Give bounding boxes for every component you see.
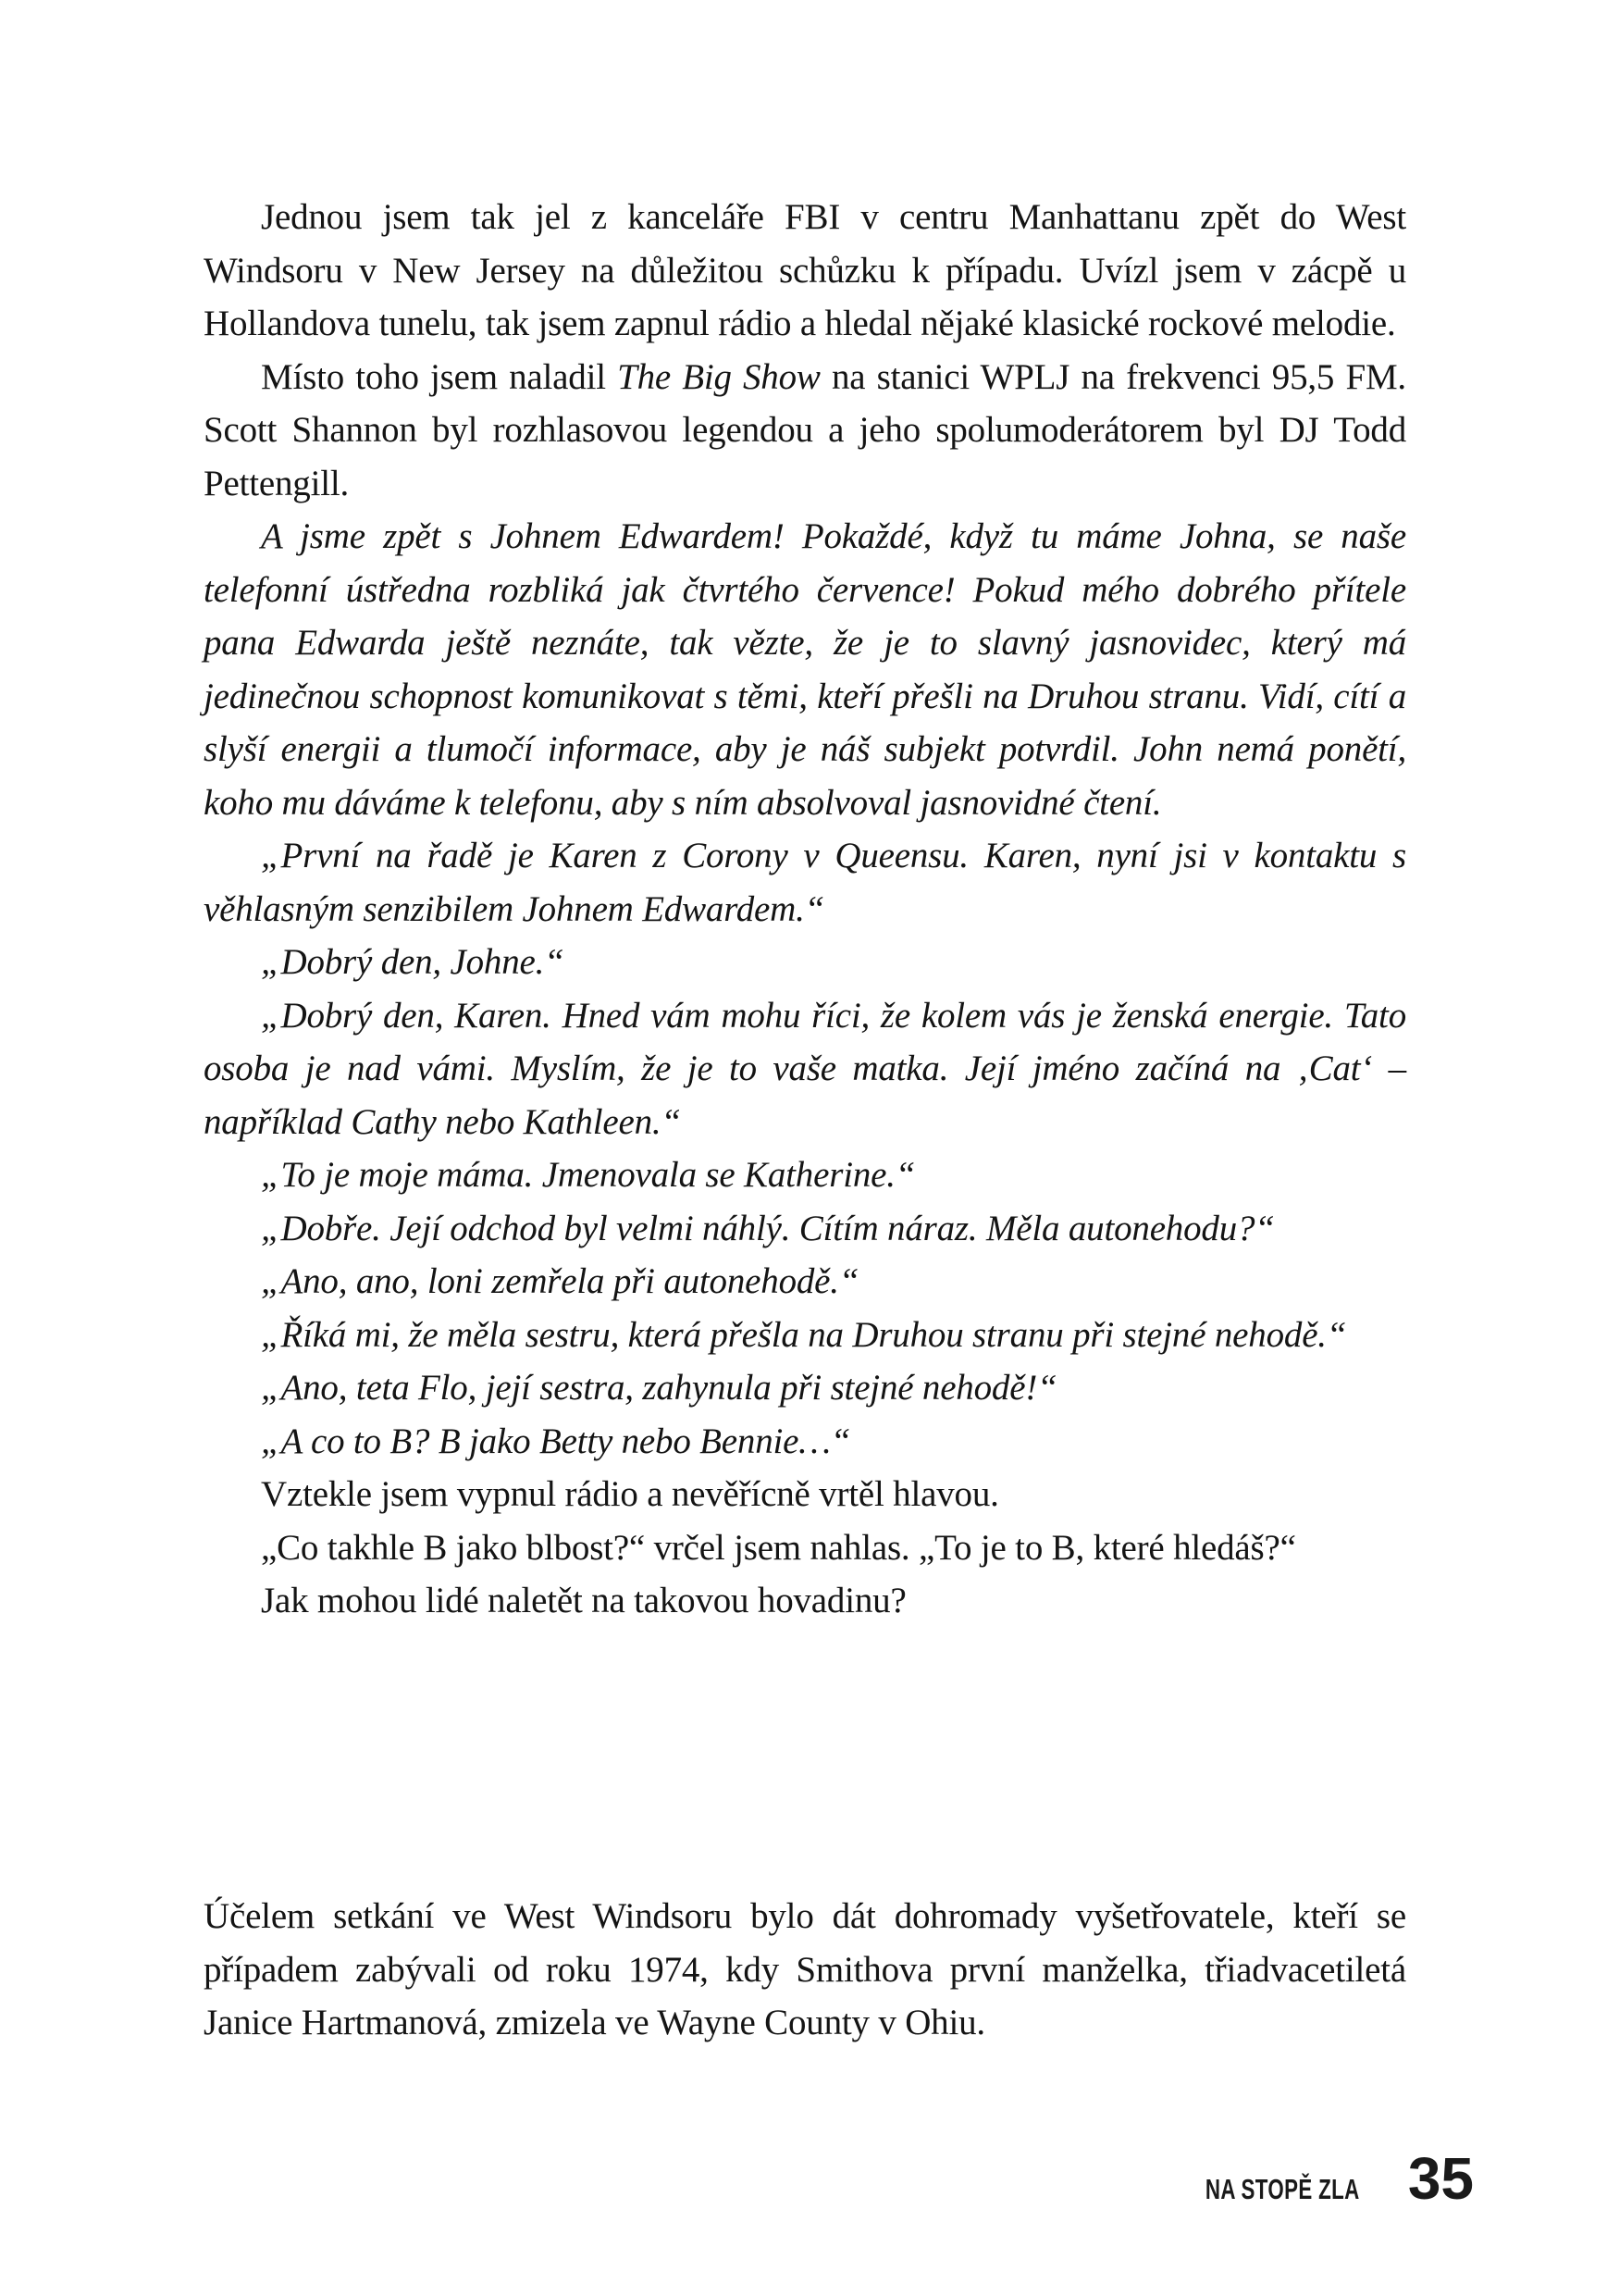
dialogue-paragraph-09: „A co to B? B jako Betty nebo Bennie…“: [261, 1421, 851, 1461]
footer-running-title: NA STOPĚ ZLA: [1205, 2173, 1360, 2205]
dialogue-paragraph-06: „Ano, ano, loni zemřela při autonehodě.“: [261, 1261, 859, 1301]
running-footer: [1145, 2145, 1474, 2212]
body-paragraph-05: Jak mohou lidé naletět na takovou hovadinu?: [261, 1581, 907, 1620]
radio-monologue-paragraph: A jsme zpět s Johnem Edwardem! Pokaždé, když tu máme Johna, se naše telefonní ústředna rozbliká jak čtvrtého července! Pokud mého dobrého přítele pana Edwarda ještě neznáte, tak vězte, že je to slavný jasnovidec, který má jedinečnou schopnost komunikovat s těmi, kteří přešli na Druhou stranu. Vidí, cítí a slyší energii a tlumočí informace, aby je náš subjekt potvrdil. John nemá ponětí, koho mu dáváme k telefonu, aby s ním absolvoval jasnovidné čtení.: [204, 516, 1406, 823]
closing-section: [204, 1890, 1406, 2050]
dialogue-paragraph-01: „První na řadě je Karen z Corony v Queensu. Karen, nyní jsi v kontaktu s věhlasným senzibilem Johnem Edwardem.“: [204, 836, 1406, 929]
dialogue-paragraph-03: „Dobrý den, Karen. Hned vám mohu říci, že kolem vás je ženská energie. Tato osoba je nad vámi. Myslím, že je to vaše matka. Její jméno začíná na ‚Cat‘ – například Cathy nebo Kathleen.“: [204, 995, 1406, 1142]
dialogue-paragraph-04: „To je moje máma. Jmenovala se Katherine.“: [261, 1155, 916, 1195]
body-paragraph-01: Jednou jsem tak jel z kanceláře FBI v centru Manhattanu zpět do West Windsoru v New Jersey na důležitou schůzku k případu. Uvízl jsem v zácpě u Hollandova tunelu, tak jsem zapnul rádio a hledal nějaké klasické rockové melodie.: [204, 197, 1406, 343]
paragraph-02-post: na stanici WPLJ na frekvenci 95,5 FM. Scott Shannon byl rozhlasovou legendou a jeho spolumoderátorem byl DJ Todd Pettengill.: [204, 356, 1406, 503]
body-paragraph-04: „Co takhle B jako blbost?“ vrčel jsem nahlas. „To je to B, které hledáš?“: [261, 1527, 1296, 1568]
body-paragraph-02: [204, 351, 1406, 511]
body-paragraph-06: Účelem setkání ve West Windsoru bylo dát dohromady vyšetřovatele, kteří se případem zabývali od roku 1974, kdy Smithova první manželka, třiadvacetiletá Janice Hartmanová, zmizela ve Wayne County v Ohiu.: [204, 1896, 1406, 2042]
body-paragraph-03: Vztekle jsem vypnul rádio a nevěřícně vrtěl hlavou.: [261, 1474, 999, 1514]
footer-page-number: 35: [1407, 2145, 1474, 2212]
dialogue-paragraph-05: „Dobře. Její odchod byl velmi náhlý. Cítím náraz. Měla autonehodu?“: [261, 1208, 1275, 1248]
page-text: [204, 191, 1406, 1628]
dialogue-paragraph-07: „Říká mi, že měla sestru, která přešla na Druhou stranu při stejné nehodě.“: [261, 1314, 1347, 1355]
paragraph-02-pre: Místo toho jsem naladil: [261, 356, 618, 397]
dialogue-paragraph-02: „Dobrý den, Johne.“: [261, 942, 564, 982]
dialogue-paragraph-08: „Ano, teta Flo, její sestra, zahynula při stejné nehodě!“: [261, 1368, 1057, 1408]
radio-show-title: The Big Show: [617, 356, 821, 397]
